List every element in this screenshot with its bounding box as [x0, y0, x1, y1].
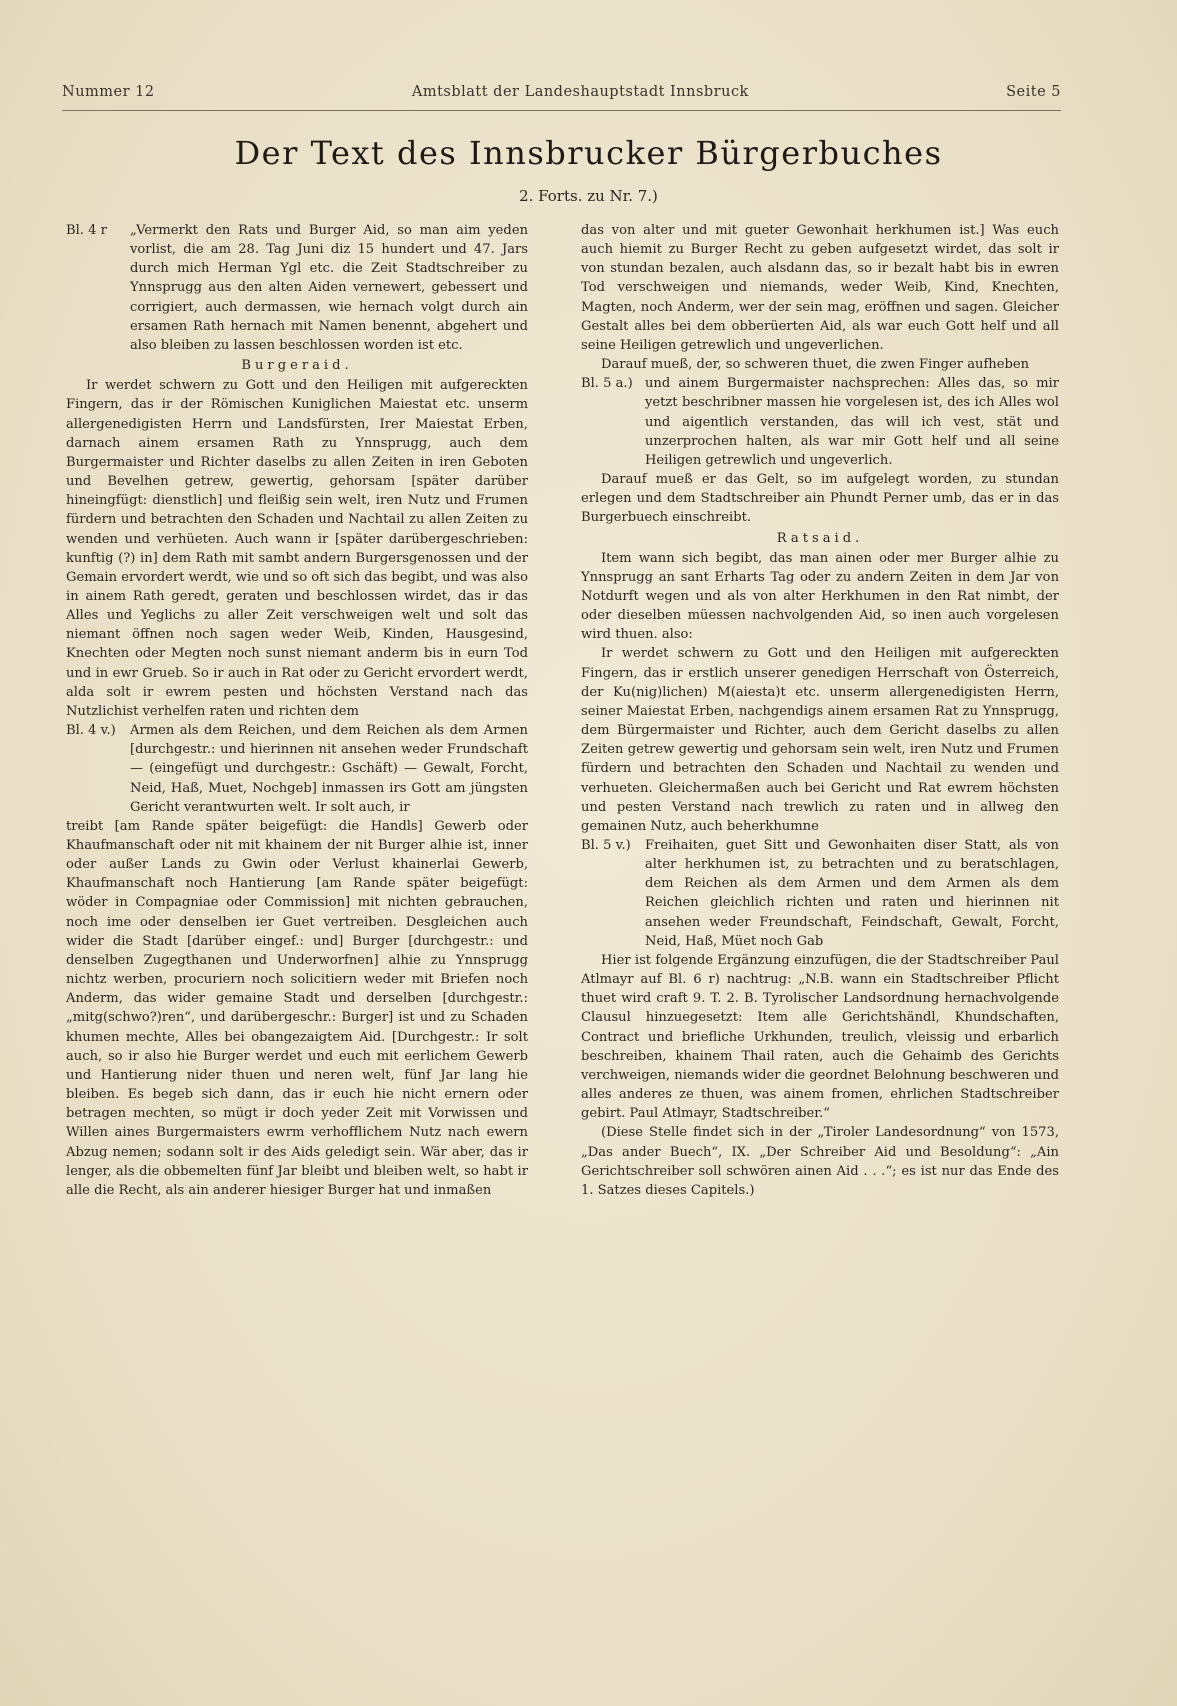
folio-label: Bl. 5 v.) — [581, 838, 631, 853]
paragraph-bl4v — [66, 721, 528, 817]
paragraph-text: „Vermerkt den Rats und Burger Aid, so man aim yeden vorlist, die am 28. Tag Juni diz 15 hundert und 47. Jars durch mich Herman Ygl etc. die Zeit Stadtschreiber zu Ynnsprugg aus den alten Aiden vernewert, gebessert und corrigiert, auch dermassen, wie hernach volgt durch ain ersamen Rath hernach mit Namen benennt, abgehert und also bleiben zu lassen beschlossen worden ist etc. — [130, 223, 528, 353]
section-heading-ratsaid: Ratsaid. — [776, 530, 864, 546]
folio-label: Bl. 5 a.) — [581, 376, 633, 392]
paragraph-addition: Hier ist folgende Ergänzung einzufügen, die der Stadtschreiber Paul Atlmayr auf Bl. 6 r) nachtrug: „N.B. wann ein Stadtschreiber Pflicht thuet wird craft 9. T. 2. B. Tyrolischer Landsordnung hernachvolgende Clausul hinzuegesetzt: Item alle Gerichtshändl, Khundschaften, Contract und briefliche Urkhunden, treulich, vleissig und erbarlich beschreiben, khainem Thail raten, auch die Gehaimb des Gerichts verchweigen, niemands wider die geordnet Belohnung beschweren und alles anderes ze thuen, was ainem fromen, ehrlichen Stadtschreiber gebirt. Paul Atlmayr, Stadtschreiber.“ — [581, 952, 1059, 1122]
article-subtitle: 2. Forts. zu Nr. 7.) — [519, 187, 658, 205]
paragraph-burgeraid: Ir werdet schwern zu Gott und den Heiligen mit aufgereckten Fingern, das ir der Römischen Kuniglichen Maiestat etc. unserm allergenedigisten Herrn und Landsfürsten, Irer Maiestat Erben, darnach ainem ersamen Rath zu Ynnsprugg, auch dem Burgermaister und Richter daselbs zu allen Zeiten in iren Geboten und Bevelhen getrew, gewertig, gehorsam [später darüber hineingfügt: dienstlich] und fleißig sein welt, iren Nutz und Frumen fürdern und betrachten den Schaden und Nachtail zu allen Zeiten zu wenden und verhüeten. Auch wann ir [später darübergeschrieben: kunftig (?) in] dem Rath mit sambt andern Burgersgenossen und der Gemain ervordert werdt, wie und so oft sich das begibt, und was also in ainem Rath geredt, geraten und beschlossen wirdet, das ir das Alles und Yeglichs zu aller Zeit verschweigen welt und solt das niemant öffnen noch sagen weder Weib, Kinden, Hausgesind, Knechten oder Megten noch sunst niemant anderm bis in eurn Tod und in ewr Grueb. So ir auch in Rat oder zu Gericht ervordert werdt, alda solt ir ewrem pesten und höchsten Verstand nach das Nutzlichist verhelfen raten und richten dem — [66, 378, 528, 719]
paragraph-bl5v — [581, 836, 1059, 951]
section-heading-burgeraid: Burgeraid. — [241, 358, 353, 374]
folio-label: Bl. 4 v.) — [66, 723, 116, 739]
paragraph-bl5a — [581, 374, 1059, 470]
running-header — [62, 84, 1061, 100]
article-title: Der Text des Innsbrucker Bürgerbuches — [234, 134, 943, 172]
folio-label: Bl. 4 r — [66, 223, 107, 238]
paragraph-oath: Ir werdet schwern zu Gott und den Heiligen mit aufgereckten Fingern, das ir erstlich unserer genedigen Herrschaft von Österreich, der Ku(nig)lichen) M(aiesta)t etc. unserm allergenedigisten Herrn, seiner Maiestat Erben, nachgendigs ainem ersamen Rat zu Ynnsprugg, dem Bürgermaister und Richter, auch dem Gericht daselbs zu allen Zeiten getrew gewertig und gehorsam sein welt, iren Nutz und Frumen fürdern und betrachten den Schaden und Nachtail zu wenden und verhueten. Gleichermaßen auch bei Gericht und Rat ewrem höchsten und pesten Verstand nach trewlich zu raten und in allweg den gemainen Nutz, auch beherkhumne — [581, 646, 1059, 834]
paragraph-bl4r — [66, 221, 528, 355]
paragraph-gelt: Darauf mueß er das Gelt, so im aufgelegt worden, zu stundan erlegen und dem Stadtschreiber ain Phundt Perner umb, das er in das Burgerbuech einschreibt. — [581, 472, 1059, 526]
paragraph-continuation: treibt [am Rande später beigefügt: die Handls] Gewerb oder Khaufmanschaft oder nit mit khainem der nit Burger alhie ist, inner oder außer Lands zu Gwin oder Verlust khainerlai Gewerb, Khaufmanschaft noch Hantierung [am Rande später beigefügt: wöder in Compagniae oder Commission] mit nichten gebrauchen, noch ime oder denselben ier Guet vertreiben. Desgleichen auch wider die Stadt [darüber eingef.: und] Burger [durchgestr.: und denselben Zugegthanen und Underworfnen] alhie zu Ynnsprugg nichtz werben, procuriern noch solicitiern weder mit Briefen noch Anderm, das wider gemaine Stadt und derselben [durchgestr.: „mitg(schwo?)ren“, und darübergeschr.: Burger] ist und zu Schaden khumen mechte, Alles bei obangezaigtem Aid. [Durchgestr.: Ir solt auch, so ir also hie Burger werdet und euch mit eerlichem Gewerb und Hantierung nider thuen und neren welt, fünf Jar lang hie bleiben. Es begeb sich dann, das ir euch hie nicht ernern oder betragen mechten, so mügt ir doch yeder Zeit mit Vorwissen und Willen aines Burgermaisters ewrm verhofflichem Nutz nach ewern Abzug nemen; sodann solt ir des Aids geledigt sein. Wär aber, das ir lenger, als die obbemelten fünf Jar bleibt und bleiben welt, so habt ir alle die Recht, als ain anderer hiesiger Burger hat und inmaßen — [66, 818, 528, 1198]
paragraph-note: (Diese Stelle findet sich in der „Tiroler Landesordnung“ von 1573, „Das ander Buech“, IX. „Der Schreiber Aid und Besoldung“: „Ain Gerichtschreiber soll schwören ainen Aid . . .“; es ist nur das Ende des 1. Satzes dieses Capitels.) — [581, 1125, 1059, 1198]
page-number: Seite 5 — [1006, 84, 1061, 100]
right-column — [581, 221, 1059, 1200]
paragraph-continued: das von alter und mit gueter Gewonhait herkhumen ist.] Was euch auch hiemit zu Burger Recht zu geben aufgesetzt wirdet, das solt ir von stundan bezalen, auch alsdann das, so ir bezalt habt bis in ewren Tod verschweigen und niemands, weder Weib, Kind, Knechten, Magten, noch Anderm, wer der sein mag, eröffnen und sagen. Gleicher Gestalt alles bei dem obberüerten Aid, als war euch Gott helf und all seine Heiligen getrewlich und ungeverlichen. — [581, 223, 1059, 353]
left-column — [66, 221, 528, 1200]
issue-number: Nummer 12 — [62, 84, 155, 100]
paragraph-text: Freihaiten, guet Sitt und Gewonhaiten diser Statt, als von alter herkhumen ist, zu betrachten und zu beratschlagen, dem Reichen als dem Armen und dem Armen als dem Reichen gleichlich richten und raten und hierinnen nit ansehen weder Freundschaft, Feindschaft, Gewalt, Forcht, Neid, Haß, Müet noch Gab — [645, 838, 1059, 949]
paragraph-finger: Darauf mueß, der, so schweren thuet, die zwen Finger aufheben — [601, 357, 1030, 373]
header-rule — [62, 110, 1061, 111]
publication-name: Amtsblatt der Landeshauptstadt Innsbruck — [411, 84, 749, 100]
paragraph-text: und ainem Burgermaister nachsprechen: Alles das, so mir yetzt beschribner massen hie vorgelesen ist, des ich Alles wol und aigentlich verstanden, das will ich vest, stät und unzerprochen halten, als war mir Gott helf und all seine Heiligen getrewlich und ungeverlich. — [645, 376, 1059, 468]
paragraph-text: Armen als dem Reichen, und dem Reichen als dem Armen [durchgestr.: und hierinnen nit ansehen weder Frundschaft — (eingefügt und durchgestr.: Gschäft) — Gewalt, Forcht, Neid, Haß, Muet, Nochgeb] inmassen irs Gott am jüngsten Gericht verantwurten welt. Ir solt auch, ir — [130, 723, 528, 815]
paragraph-item: Item wann sich begibt, das man ainen oder mer Burger alhie zu Ynnsprugg an sant Erharts Tag oder zu andern Zeiten in dem Jar von Notdurft wegen und als von alter Herkhumen in den Rat nimbt, der oder dieselben müessen nachvolgenden Aid, so inen auch vorgelesen wird thuen. also: — [581, 550, 1059, 643]
